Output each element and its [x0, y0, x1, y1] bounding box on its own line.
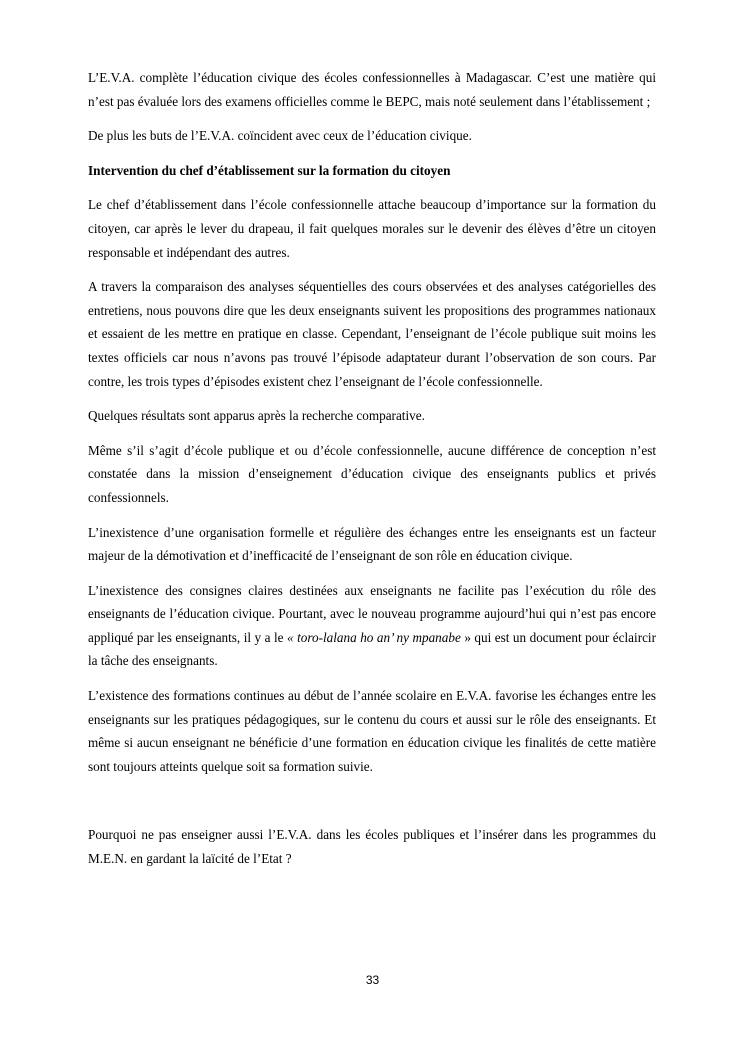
paragraph-meme-ecole: Même s’il s’agit d’école publique et ou d’école confessionnelle, aucune différence de conception n’est constatée dans la mission d’enseignement d’éducation civique des enseignants publics et privés confessionnels.	[88, 442, 656, 505]
section-heading-intervention: Intervention du chef d’établissement sur la formation du citoyen	[88, 162, 451, 178]
paragraph-comparaison-analyses: A travers la comparaison des analyses séquentielles des cours observées et des analyses catégorielles des entretiens, nous pouvons dire que les deux enseignants suivent les propositions des programmes nationaux et essaient de les mettre en pratique en classe. Cependant, l’enseignant de l’école publique suit moins les textes officiels car nous n’avons pas trouvé l’épisode adaptateur durant l’observation de son cours. Par contre, les trois types d’épisodes existent chez l’enseignant de l’école confessionnelle.	[88, 279, 656, 389]
paragraph-eva-complement: L’E.V.A. complète l’éducation civique des écoles confessionnelles à Madagascar. C’est une matière qui n’est pas évaluée lors des examens officielles comme le BEPC, mais noté seulement dans l’établissement ;	[88, 70, 656, 109]
consignes-text-after: » qui est un document pour éclaircir la tâche des enseignants.	[88, 629, 656, 669]
paragraph-chef-etablissement: Le chef d’établissement dans l’école confessionnelle attache beaucoup d’importance sur la formation du citoyen, car après le lever du drapeau, il fait quelques morales sur le devenir des élèves d’être un citoyen responsable et indépendant des autres.	[88, 197, 656, 260]
paragraph-question-eva: Pourquoi ne pas enseigner aussi l’E.V.A. dans les écoles publiques et l’insérer dans les programmes du M.E.N. en gardant la laïcité de l’Etat ?	[88, 827, 656, 867]
paragraph-quelques-resultats: Quelques résultats sont apparus après la recherche comparative.	[88, 408, 425, 424]
paragraph-inexistence-organisation: L’inexistence d’une organisation formelle et régulière des échanges entre les enseignants est un facteur majeur de la démotivation et d’inefficacité de l’enseignant de son rôle en éducation civique.	[88, 524, 656, 564]
consignes-text-before: L’inexistence des consignes claires destinées aux enseignants ne facilite pas l’exécution du rôle des enseignants de l’éducation civique. Pourtant, avec le nouveau programme aujourd’hui qui n’est pas encore appliqué par les enseignants, il y a le	[88, 582, 656, 645]
paragraph-formations-continues: L’existence des formations continues au début de l’année scolaire en E.V.A. favorise les échanges entre les enseignants sur les pratiques pédagogiques, sur le contenu du cours et aussi sur le rôle des enseignants. Et même si aucun enseignant ne bénéficie d’une formation en éducation civique les finalités de cette matière sont toujours atteints quelque soit sa formation suivie.	[88, 688, 656, 774]
paragraph-inexistence-consignes	[88, 579, 656, 673]
page-number: 33	[365, 973, 380, 987]
toro-lalana-quote: « toro-lalana ho an’ ny mpanabe	[287, 629, 461, 645]
page-body	[88, 66, 656, 871]
paragraph-eva-goals: De plus les buts de l’E.V.A. coïncident avec ceux de l’éducation civique.	[88, 128, 472, 144]
